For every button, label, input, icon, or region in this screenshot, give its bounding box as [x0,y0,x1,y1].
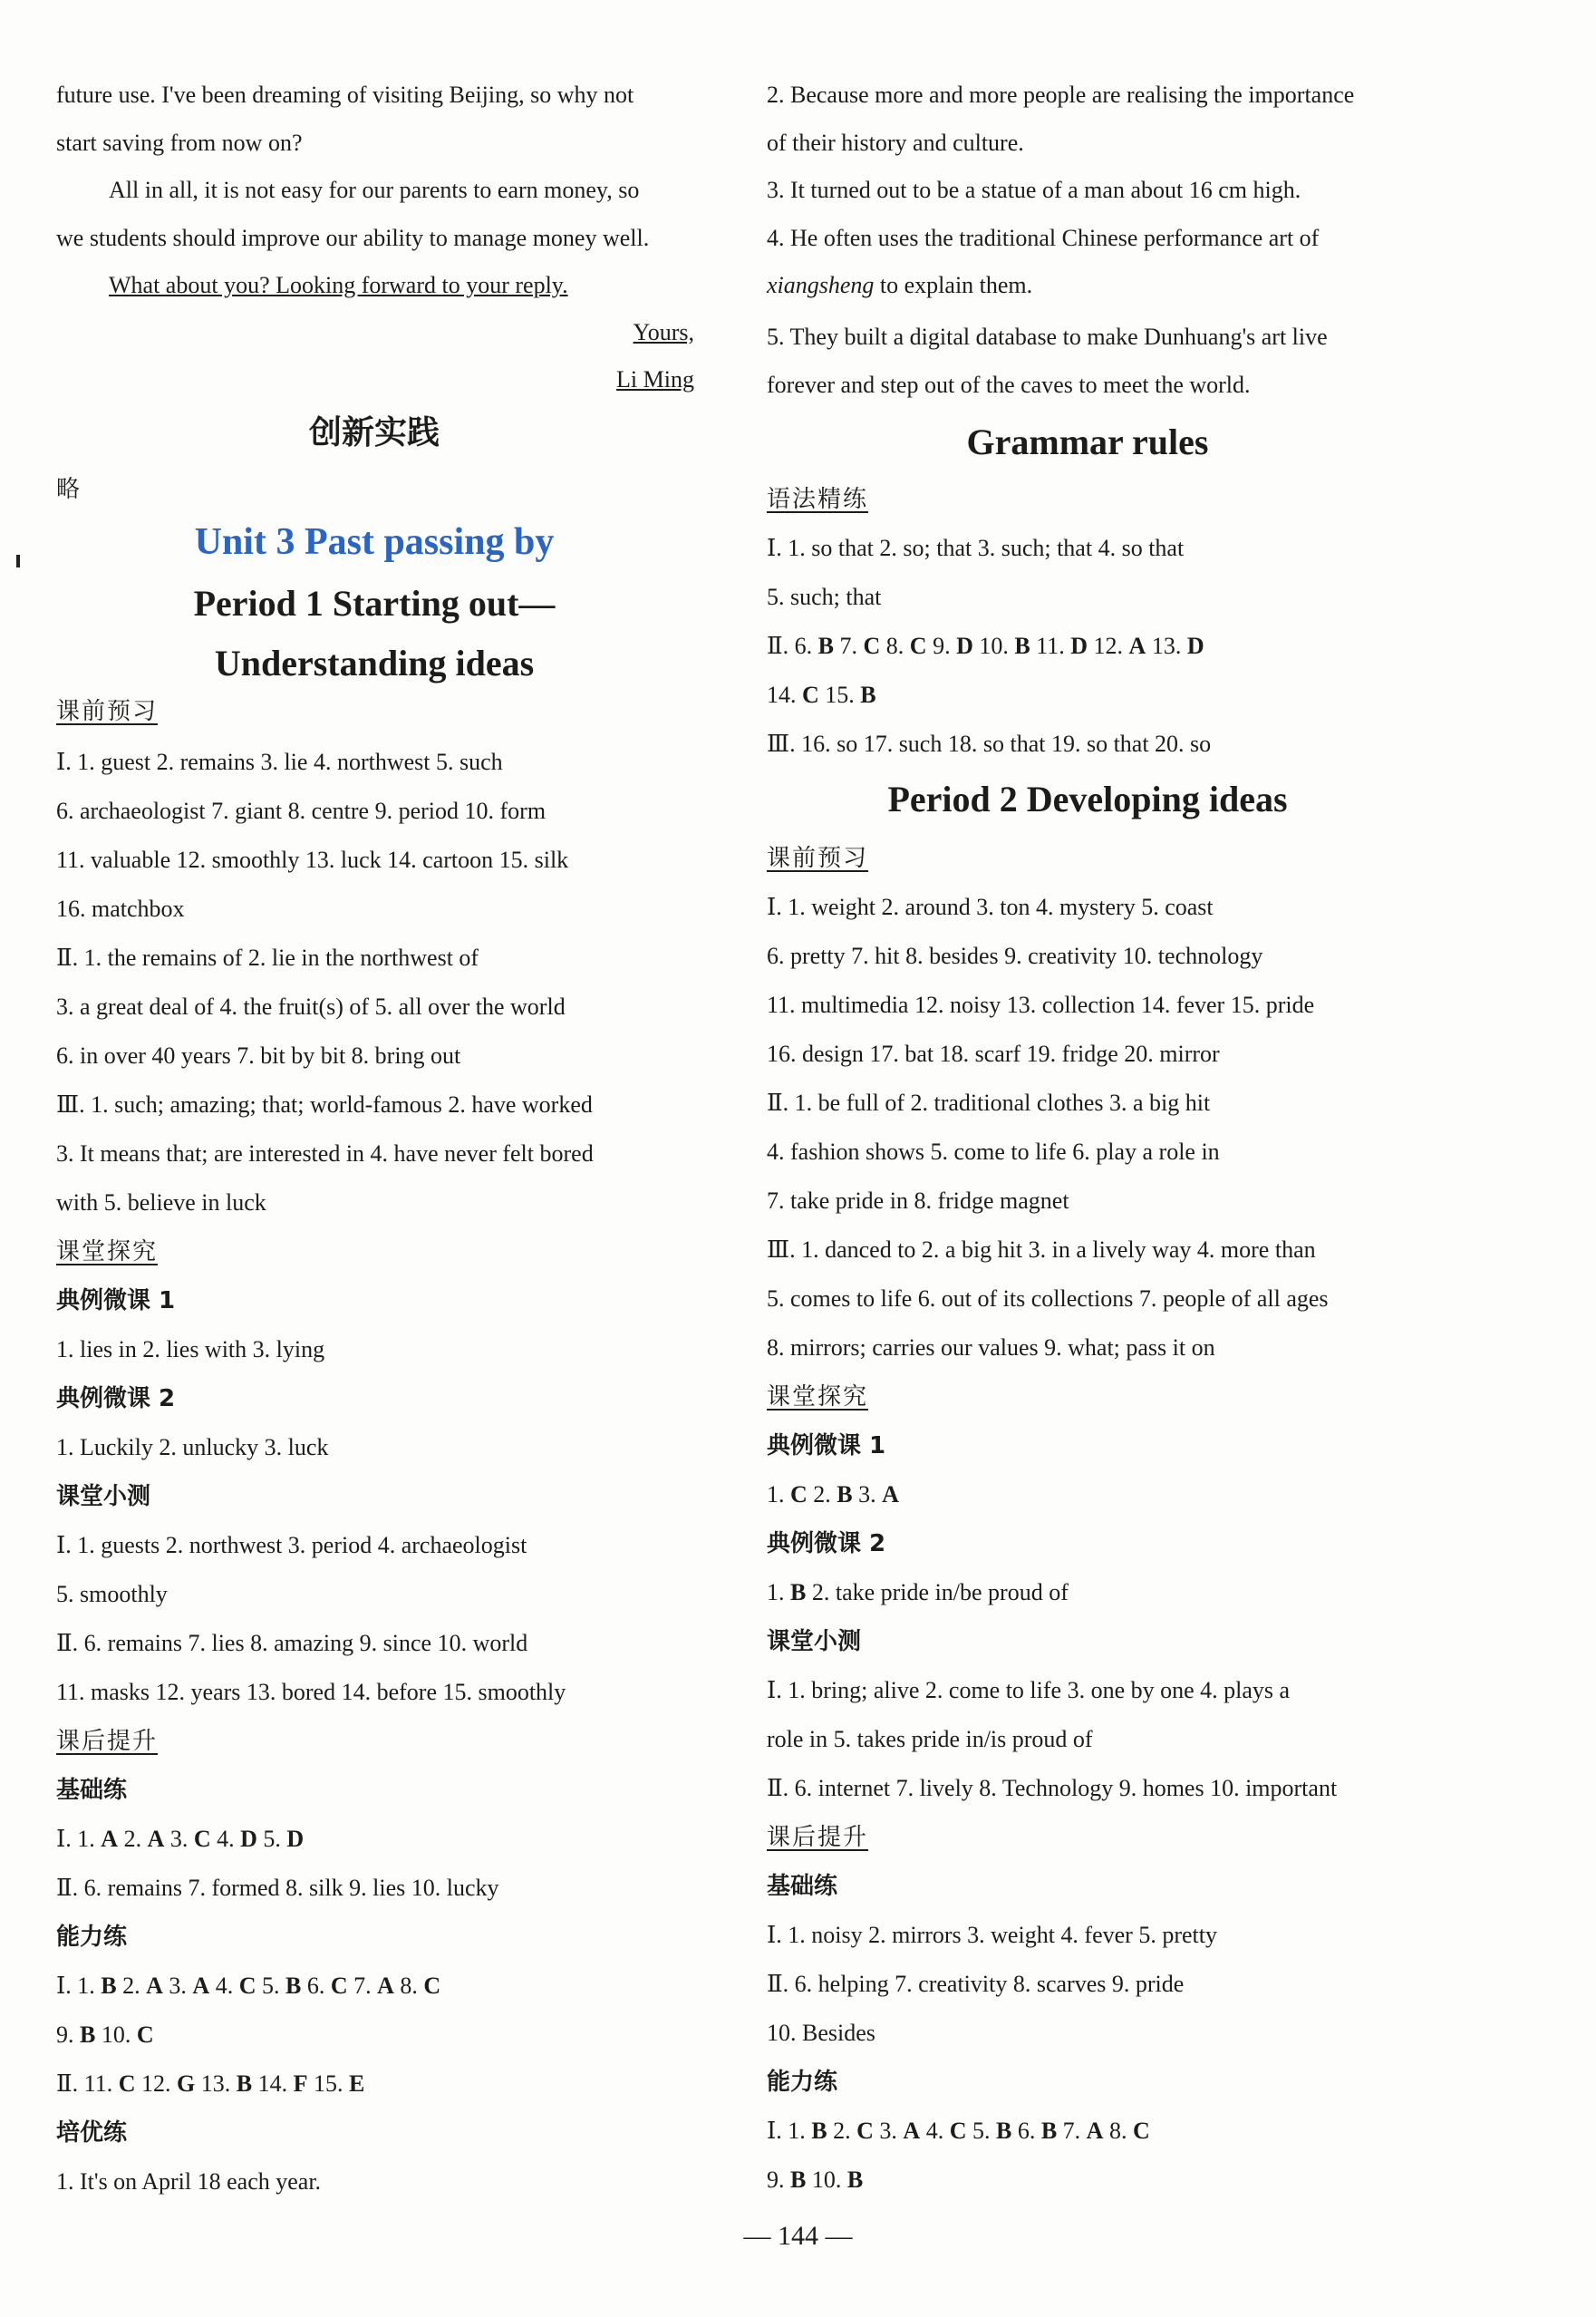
line-text: 15. [818,682,861,708]
answer-line: Ⅱ. 1. be full of 2. traditional clothes 3. a big hit [767,1090,1211,1116]
answer-line: 11. multimedia 12. noisy 13. collection 14. fever 15. pride [767,992,1315,1018]
answer-line: Ⅰ. 1. so that 2. so; that 3. such; that 4. so that [767,535,1185,561]
line-text: 15. [307,2070,349,2097]
subsection-heading: 培优练 [56,2119,128,2147]
answer-line: 1. Luckily 2. unlucky 3. luck [56,1434,329,1460]
subsection-heading: 典例微课 2 [56,1385,176,1412]
answer-line [767,2116,1150,2147]
answer-line: 6. pretty 7. hit 8. besides 9. creativity 10. technology [767,943,1263,969]
line-text: to explain them. [874,272,1033,298]
section-heading-class: 课堂探究 [56,1238,159,1265]
answer-line [56,1971,440,2002]
line-text: 14. [252,2070,294,2097]
page-number: — 144 — [743,2221,853,2251]
answer-line [767,1479,899,1510]
line-text: Ⅱ. 6. [767,633,818,659]
innovation-body: 略 [56,476,81,503]
bold-answer: C [863,633,881,659]
closing-text: Yours, [633,319,694,345]
bold-answer: D [240,1826,257,1852]
bold-answer: B [811,2118,827,2144]
signature-text: Li Ming [616,366,694,393]
line-text: 7. [1057,2118,1087,2144]
answer-line: role in 5. takes pride in/is proud of [767,1726,1093,1752]
line-text: Ⅰ. 1. [56,1973,102,1999]
line-text: 9. [56,2021,80,2048]
line-text: 8. [1103,2118,1133,2144]
answer-line: Ⅱ. 6. internet 7. lively 8. Technology 9. homes 10. important [767,1775,1338,1801]
line-text: 9. [926,633,957,659]
answer-line: 1. It's on April 18 each year. [56,2168,322,2195]
subsection-heading: 课堂小测 [56,1483,151,1510]
bold-answer: G [177,2070,196,2097]
bold-answer: C [909,633,927,659]
line-text: 7. [347,1973,378,1999]
answer-line [56,1824,304,1855]
italic-term: xiangsheng [767,272,875,298]
line-text: 6. [1011,2118,1041,2144]
letter-line: All in all, it is not easy for our parents to earn money, so [109,177,640,203]
letter-closing [508,317,694,348]
line-text: 9. [767,2167,790,2193]
line-text: 2. [116,1973,147,1999]
letter-signature [508,364,694,395]
answer-line [56,2020,154,2050]
answer-line: 4. fashion shows 5. come to life 6. play a role in [767,1139,1220,1165]
section-heading-after: 课后提升 [767,1824,869,1851]
section-heading-grammar: 语法精练 [767,486,869,513]
answer-line: Ⅱ. 6. remains 7. formed 8. silk 9. lies 10. lucky [56,1875,499,1901]
line-text: Ⅰ. 1. [767,2118,812,2144]
bold-answer: C [856,2118,874,2144]
bold-answer: A [147,1826,165,1852]
subsection-heading: 典例微课 1 [56,1287,176,1314]
answer-line [767,2165,863,2196]
bold-answer: D [1070,633,1088,659]
bold-answer: C [949,2118,967,2144]
line-text: 2. [118,1826,148,1852]
answer-line: 5. such; that [767,584,882,610]
bold-answer: B [1040,2118,1058,2144]
bold-answer: B [846,2167,864,2193]
bold-answer: A [882,1481,899,1508]
bold-answer: B [837,1481,853,1508]
line-text: 12. [135,2070,177,2097]
line-text: 5. [966,2118,996,2144]
bold-answer: A [903,2118,921,2144]
line-text: 3. [164,1826,194,1852]
line-text: Ⅱ. 11. [56,2070,119,2097]
period-title-line2: Understanding ideas [214,643,535,683]
section-heading-preview: 课前预习 [767,845,869,872]
bold-answer: C [238,1973,256,1999]
answer-line: 10. Besides [767,2020,875,2046]
answer-line: 3. It turned out to be a statue of a man about 16 cm high. [767,177,1301,203]
line-text: 10. [806,2167,847,2193]
subsection-heading: 课堂小测 [767,1628,862,1655]
bold-answer: B [790,2167,807,2193]
bold-answer: A [101,1826,119,1852]
answer-line: 16. design 17. bat 18. scarf 19. fridge 20. mirror [767,1041,1220,1067]
answer-line: 1. lies in 2. lies with 3. lying [56,1336,325,1362]
line-text: 14. [767,682,802,708]
answer-line [767,631,1204,662]
answer-line: of their history and culture. [767,130,1024,156]
answer-line: 6. in over 40 years 7. bit by bit 8. bring out [56,1042,461,1069]
answer-line: 16. matchbox [56,896,185,922]
line-text: 10. [95,2021,137,2048]
line-text: 11. [1030,633,1071,659]
period2-title: Period 2 Developing ideas [887,779,1288,819]
bold-answer: A [1086,2118,1104,2144]
answer-line: 3. It means that; are interested in 4. have never felt bored [56,1140,594,1167]
answer-line: Ⅱ. 6. remains 7. lies 8. amazing 9. since 10. world [56,1630,528,1656]
answer-line: Ⅲ. 16. so 17. such 18. so that 19. so that 20. so [767,731,1212,757]
letter-line: future use. I've been dreaming of visiting Beijing, so why not [56,82,634,108]
bold-answer: B [236,2070,253,2097]
underlined-text: What about you? Looking forward to your reply. [109,272,568,298]
line-text: 1. [767,1481,790,1508]
section-heading-after: 课后提升 [56,1728,159,1755]
answer-line: Ⅰ. 1. bring; alive 2. come to life 3. one by one 4. plays a [767,1677,1291,1703]
bold-answer: C [193,1826,211,1852]
bold-answer: C [790,1481,808,1508]
unit-title: Unit 3 Past passing by [194,521,555,563]
subsection-heading: 典例微课 1 [767,1432,886,1459]
line-text: 1. [767,1579,790,1605]
bold-answer: B [995,2118,1012,2144]
bold-answer: B [817,633,835,659]
bold-answer: B [1014,633,1030,659]
line-text: 2. [807,1481,837,1508]
bold-answer: B [790,1579,807,1605]
bold-answer: B [285,1973,302,1999]
section-heading-class: 课堂探究 [767,1383,869,1411]
answer-line: Ⅱ. 6. helping 7. creativity 8. scarves 9. pride [767,1971,1185,1997]
bold-answer: B [101,1973,117,1999]
answer-line: Ⅲ. 1. such; amazing; that; world-famous 2. have worked [56,1091,593,1118]
bold-answer: C [423,1973,441,1999]
bold-answer: A [1128,633,1146,659]
line-text: 8. [880,633,910,659]
answer-line [767,680,876,711]
answer-line: 6. archaeologist 7. giant 8. centre 9. period 10. form [56,798,547,824]
bold-answer: B [860,682,876,708]
subsection-heading: 典例微课 2 [767,1530,886,1557]
answer-line: Ⅰ. 1. weight 2. around 3. ton 4. mystery 5. coast [767,894,1214,920]
bold-answer: C [118,2070,136,2097]
line-text: 2. [827,2118,857,2144]
bold-answer: C [1132,2118,1150,2144]
line-text: 5. [256,1826,287,1852]
line-text: 2. take pride in/be proud of [806,1579,1069,1605]
bold-answer: C [330,1973,348,1999]
answer-line: 5. comes to life 6. out of its collections 7. people of all ages [767,1285,1329,1312]
subsection-heading: 基础练 [767,1873,838,1900]
line-text: 3. [873,2118,904,2144]
line-text: 13. [195,2070,237,2097]
answer-line [56,2069,364,2099]
answer-line: 2. Because more and more people are realising the importance [767,82,1355,108]
line-text: 7. [834,633,864,659]
answer-line: with 5. believe in luck [56,1189,266,1216]
answer-line: 8. mirrors; carries our values 9. what; pass it on [767,1334,1215,1361]
bold-answer: D [956,633,973,659]
bold-answer: D [1186,633,1204,659]
period-title: Period 1 Starting out— [193,583,556,624]
answer-line: forever and step out of the caves to meet the world. [767,372,1251,398]
letter-line: we students should improve our ability to manage money well. [56,225,650,251]
answer-line: 11. masks 12. years 13. bored 14. before 15. smoothly [56,1679,566,1705]
section-heading-preview: 课前预习 [56,698,159,725]
bold-answer: A [192,1973,210,1999]
answer-line: 5. smoothly [56,1581,168,1607]
answer-line: 5. They built a digital database to make Dunhuang's art live [767,324,1328,350]
line-text: 10. [972,633,1015,659]
line-text: 8. [393,1973,424,1999]
line-text: Ⅰ. 1. [56,1826,102,1852]
bold-answer: C [802,682,819,708]
line-text: 13. [1146,633,1187,659]
scan-mark [16,555,20,567]
answer-line: Ⅰ. 1. guests 2. northwest 3. period 4. archaeologist [56,1532,527,1558]
answer-line: Ⅱ. 1. the remains of 2. lie in the northwest of [56,945,479,971]
subsection-heading: 基础练 [56,1777,128,1804]
answer-line: 7. take pride in 8. fridge magnet [767,1188,1069,1214]
grammar-title: Grammar rules [966,422,1209,462]
subsection-heading: 能力练 [767,2069,838,2096]
answer-line: 11. valuable 12. smoothly 13. luck 14. cartoon 15. silk [56,847,569,873]
answer-line [767,1577,1069,1608]
line-text: 4. [209,1973,239,1999]
innovation-heading: 创新实践 [308,414,440,451]
line-text: 4. [210,1826,241,1852]
bold-answer: B [80,2021,96,2048]
letter-line [109,270,568,301]
answer-line: Ⅰ. 1. noisy 2. mirrors 3. weight 4. fever 5. pretty [767,1922,1217,1948]
bold-answer: F [293,2070,308,2097]
answer-line: 3. a great deal of 4. the fruit(s) of 5. all over the world [56,994,566,1020]
bold-answer: D [286,1826,305,1852]
subsection-heading: 能力练 [56,1924,128,1951]
bold-answer: A [377,1973,394,1999]
line-text: 6. [301,1973,331,1999]
line-text: 5. [256,1973,285,1999]
bold-answer: A [146,1973,163,1999]
answer-line: Ⅲ. 1. danced to 2. a big hit 3. in a lively way 4. more than [767,1236,1316,1263]
line-text: 3. [162,1973,193,1999]
line-text: 3. [852,1481,883,1508]
answer-line: 4. He often uses the traditional Chinese performance art of [767,225,1320,251]
bold-answer: C [136,2021,154,2048]
letter-line: start saving from now on? [56,130,303,156]
line-text: 4. [920,2118,950,2144]
line-text: 12. [1088,633,1129,659]
answer-line [767,270,1032,301]
bold-answer: E [348,2070,365,2097]
answer-line: Ⅰ. 1. guest 2. remains 3. lie 4. northwest 5. such [56,749,503,775]
